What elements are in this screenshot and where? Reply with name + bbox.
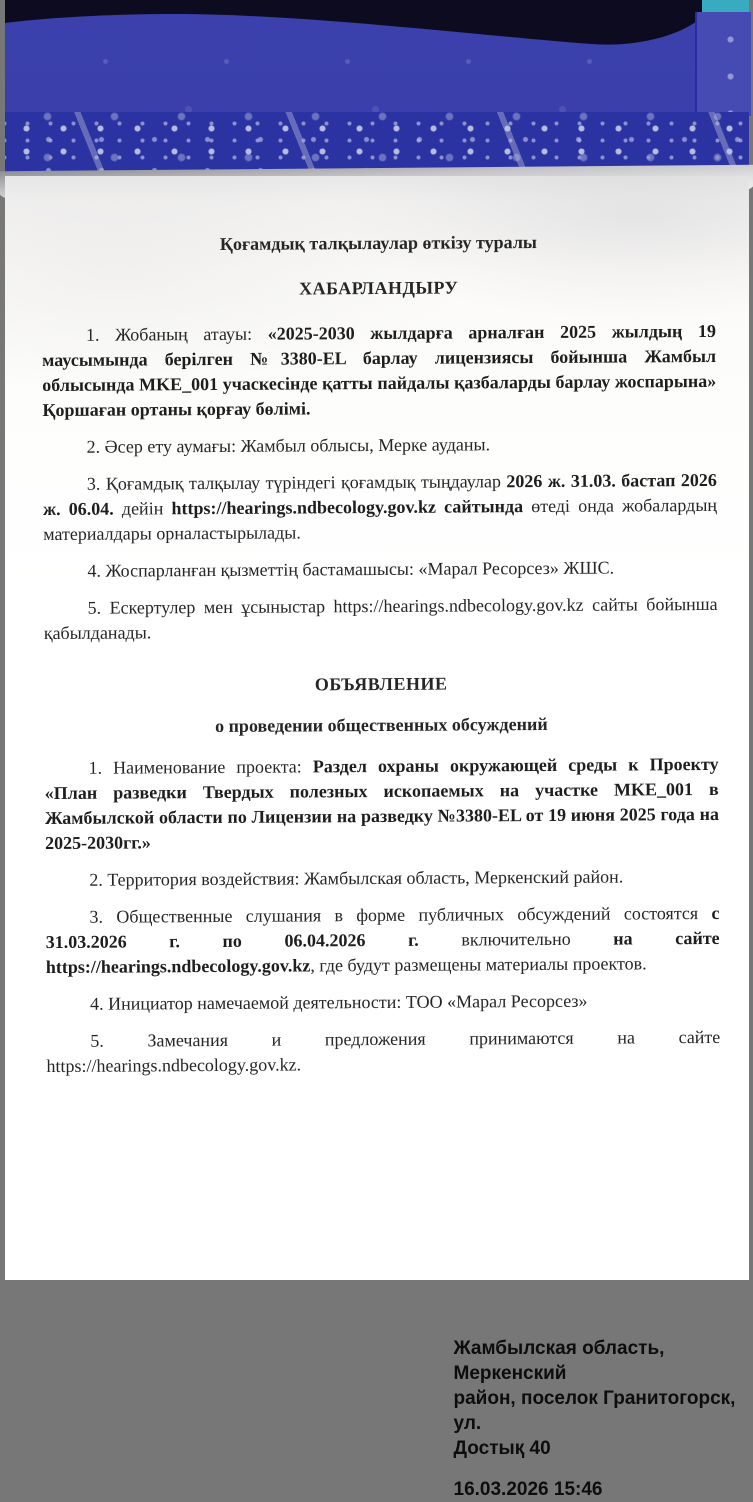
kz-p3-text: дейін (113, 498, 172, 519)
announcement-paper (5, 176, 749, 1500)
caption-location-line: Жамбылская область, Меркенский (453, 1338, 665, 1384)
kz-paragraph-2: 2. Әсер ету аумағы: Жамбыл облысы, Мерке ауданы. (86, 434, 490, 457)
kz-p3-site-url: https://hearings.ndbecology.gov.kz сайтында (170, 496, 523, 519)
ru-p1-intro: 1. Наименование проекта: (88, 756, 313, 778)
ru-p1-project-name: Раздел охраны окружающей среды к Проекту «План разведки Твердых полезных ископаемых на участке MKE_001 в Жамбылской области по Лицензии на разведку №3380-EL от 19 июня 2025 года на 2025-2030гг.» (44, 753, 719, 854)
kz-p3-dates: 2026 ж. 31.03. бастап 2026 ж. 06.04. (42, 469, 717, 520)
kz-paragraph-3 (42, 468, 716, 547)
kz-heading: ХАБАРЛАНДЫРУ (298, 277, 458, 299)
ru-paragraph-1 (44, 752, 719, 856)
ru-paragraph-4: 4. Инициатор намечаемой деятельности: ТОО «Марал Ресорсез» (89, 990, 588, 1014)
caption-location-line: Достық 40 (453, 1438, 551, 1459)
ru-subheading: о проведении общественных обсуждений (214, 713, 548, 736)
ru-heading: ОБЪЯВЛЕНИЕ (314, 673, 447, 695)
document-content (5, 174, 753, 1080)
ru-p3-text: включительно (418, 928, 613, 950)
kz-paragraph-1 (41, 319, 716, 423)
kz-p1-project-name: «2025-2030 жылдарға арналған 2025 жылдың 19 маусымында берілген №3380-EL барлау лицензиясы бойынша Жамбыл облысында MKE_001 учаскесінде қатты пайдалы қазбаларды барлау жоспарына» Қоршаған ортаны қорғау бөлімі. (41, 320, 716, 421)
caption-location-line: район, поселок Гранитогорск, ул. (453, 1388, 736, 1434)
caption-timestamp: 16.03.2026 15:46 (453, 1479, 603, 1500)
caption-location (454, 1336, 736, 1461)
ru-p3-text: 3. Общественные слушания в форме публичных обсуждений состоятся (88, 902, 712, 927)
kz-p3-text: 3. Қоғамдық талқылау түріндегі қоғамдық тыңдаулар (86, 471, 506, 494)
kz-p3-text: өтеді онда жобалардың материалдары орналастырылады. (42, 494, 717, 545)
announcement-photo (5, 0, 749, 1500)
ru-p3-dates: с 31.03.2026 г. по 06.04.2026 г. (45, 902, 720, 953)
kz-paragraph-4: 4. Жоспарланған қызметтің бастамашысы: «Марал Ресорсез» ЖШС. (86, 557, 614, 581)
wall-top-shadow-band (5, 0, 749, 60)
ru-p3-text: , где будут размещены материалы проектов. (309, 953, 647, 976)
wall-right-panel (695, 12, 751, 116)
ru-paragraph-3 (45, 901, 719, 980)
kz-title: Қоғамдық талқылаулар өткізу туралы (219, 232, 537, 254)
kz-p1-intro: 1. Жобаның атауы: (85, 323, 268, 345)
photo-caption-overlay (454, 1336, 736, 1502)
ru-paragraph-2: 2. Территория воздействия: Жамбылская область, Меркенский район. (88, 866, 623, 890)
ru-p3-site-url: на сайте https://hearings.ndbecology.gov.kz (45, 927, 720, 978)
ru-paragraph-5: 5. Замечания и предложения принимаются на сайте https://hearings.ndbecology.gov.kz. (45, 1026, 720, 1077)
kz-paragraph-5: 5. Ескертулер мен ұсыныстар https://hearings.ndbecology.gov.kz сайты бойынша қабылданады. (43, 593, 718, 644)
